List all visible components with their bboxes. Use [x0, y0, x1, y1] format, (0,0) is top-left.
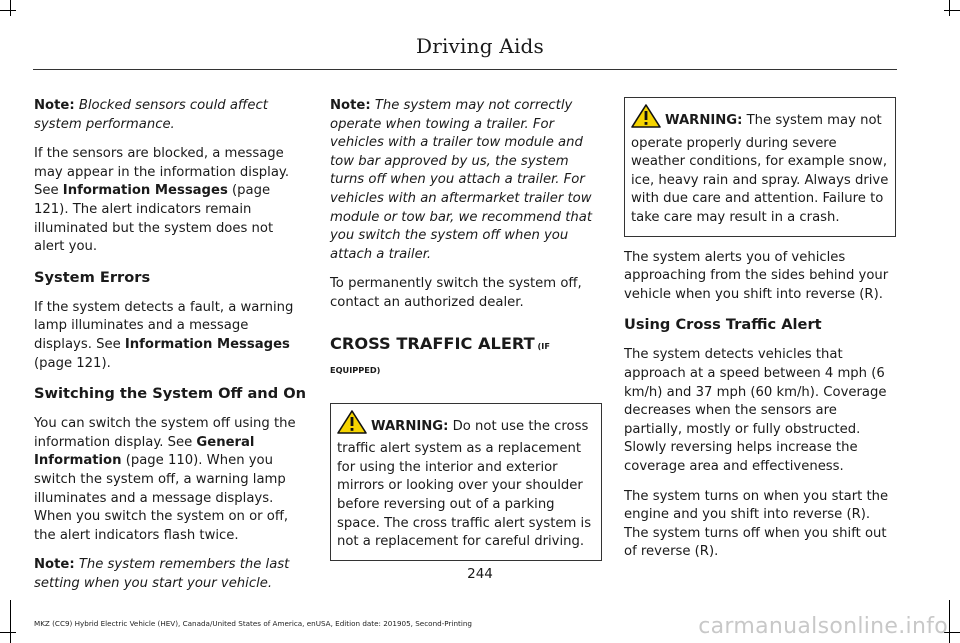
warning-text: Do not use the cross traffic alert system as a replacement for using the interior and exterior mirrors or looking over your shoulder before reversing out of a parking space. The cross traffic alert system is not a replacement for careful driving.	[337, 418, 592, 550]
header-divider	[33, 69, 897, 70]
edition-info: MKZ (CC9) Hybrid Electric Vehicle (HEV), Canada/United States of America, enUSA, Edition date: 201905, Second-Printing	[34, 619, 472, 628]
note-towing-trailer	[330, 97, 602, 264]
text: If the sensors are blocked, a message may appear in the information display. See	[34, 146, 290, 199]
alerts-description-paragraph: The system alerts you of vehicles approaching from the sides behind your vehicle when you shift into reverse (R).	[624, 249, 889, 302]
warning-triangle-icon	[631, 104, 661, 135]
xref-information-messages[interactable]: Information Messages	[62, 183, 228, 199]
text: (page 110). When you switch the system off, a warning lamp illuminates and a message displays. When you switch the system on or off, the alert indicators flash twice.	[34, 453, 289, 543]
column-1	[34, 97, 306, 604]
note-text: The system may not correctly operate when towing a trailer. For vehicles with a trailer tow module and tow bar approved by us, the system turns off when you attach a trailer. For vehicles with an aftermarket trailer tow module or tow bar, we recommend that you switch the system off when you attach a trailer.	[330, 98, 593, 262]
text: (page 121).	[34, 355, 111, 371]
heading-system-errors: System Errors	[34, 268, 151, 286]
crop-mark	[10, 0, 11, 16]
crop-mark	[0, 632, 16, 633]
warning-label: WARNING:	[665, 113, 743, 128]
heading-cross-traffic-alert	[330, 333, 602, 381]
xref-information-messages[interactable]: Information Messages	[124, 336, 290, 352]
warning-box	[624, 97, 896, 237]
crop-mark	[944, 10, 960, 11]
warning-triangle-icon	[337, 410, 367, 441]
crop-mark	[949, 0, 950, 16]
note-label: Note:	[330, 98, 371, 113]
column-2	[330, 97, 602, 572]
heading-text: CROSS TRAFFIC ALERT	[330, 333, 535, 353]
note-text: Blocked sensors could affect system performance.	[34, 98, 268, 132]
heading-using-cross-traffic-alert: Using Cross Traffic Alert	[624, 316, 822, 334]
text: You can switch the system off using the information display. See	[34, 416, 296, 450]
text: If the system detects a fault, a warning lamp illuminates and a message displays. See	[34, 299, 294, 352]
crop-mark	[0, 10, 16, 11]
warning-text: The system may not operate properly during severe weather conditions, for example snow, ice, heavy rain and spray. Always drive with due care and attention. Failure to take care may result in a crash.	[631, 113, 889, 225]
xref-general-information[interactable]: General Information	[34, 434, 255, 469]
switching-paragraph	[34, 415, 306, 545]
detection-range-paragraph: The system detects vehicles that approach at a speed between 4 mph (6 km/h) and 37 mph (60 km/h). Coverage decreases when the sensors are partially, mostly or fully obstructed. Slowly reversing helps increase the coverage area and effectiveness.	[624, 347, 887, 474]
heading-qualifier: (IF EQUIPPED)	[330, 340, 550, 375]
note-label: Note:	[34, 98, 75, 113]
warning-box	[330, 403, 602, 561]
warning-label: WARNING:	[371, 418, 449, 434]
note-text: The system remembers the last setting when you start your vehicle.	[34, 557, 290, 591]
note-blocked-sensors	[34, 97, 306, 134]
watermark: carmanualsonline.info	[698, 614, 948, 639]
text: (page 121). The alert indicators remain illuminated but the system does not alert you.	[34, 183, 274, 255]
column-3	[624, 97, 896, 573]
heading-switching-system: Switching the System Off and On	[34, 385, 307, 403]
page-number: 244	[467, 566, 493, 582]
system-on-off-paragraph: The system turns on when you start the engine and you shift into reverse (R). The system turns off when you shift out of reverse (R).	[624, 488, 889, 560]
crop-mark	[949, 600, 950, 643]
note-label: Note:	[34, 557, 75, 573]
blocked-sensors-paragraph	[34, 145, 306, 257]
crop-mark	[10, 600, 11, 643]
permanent-switch-off-paragraph: To permanently switch the system off, contact an authorized dealer.	[330, 276, 582, 310]
system-errors-paragraph	[34, 299, 306, 373]
page-title: Driving Aids	[415, 34, 545, 58]
